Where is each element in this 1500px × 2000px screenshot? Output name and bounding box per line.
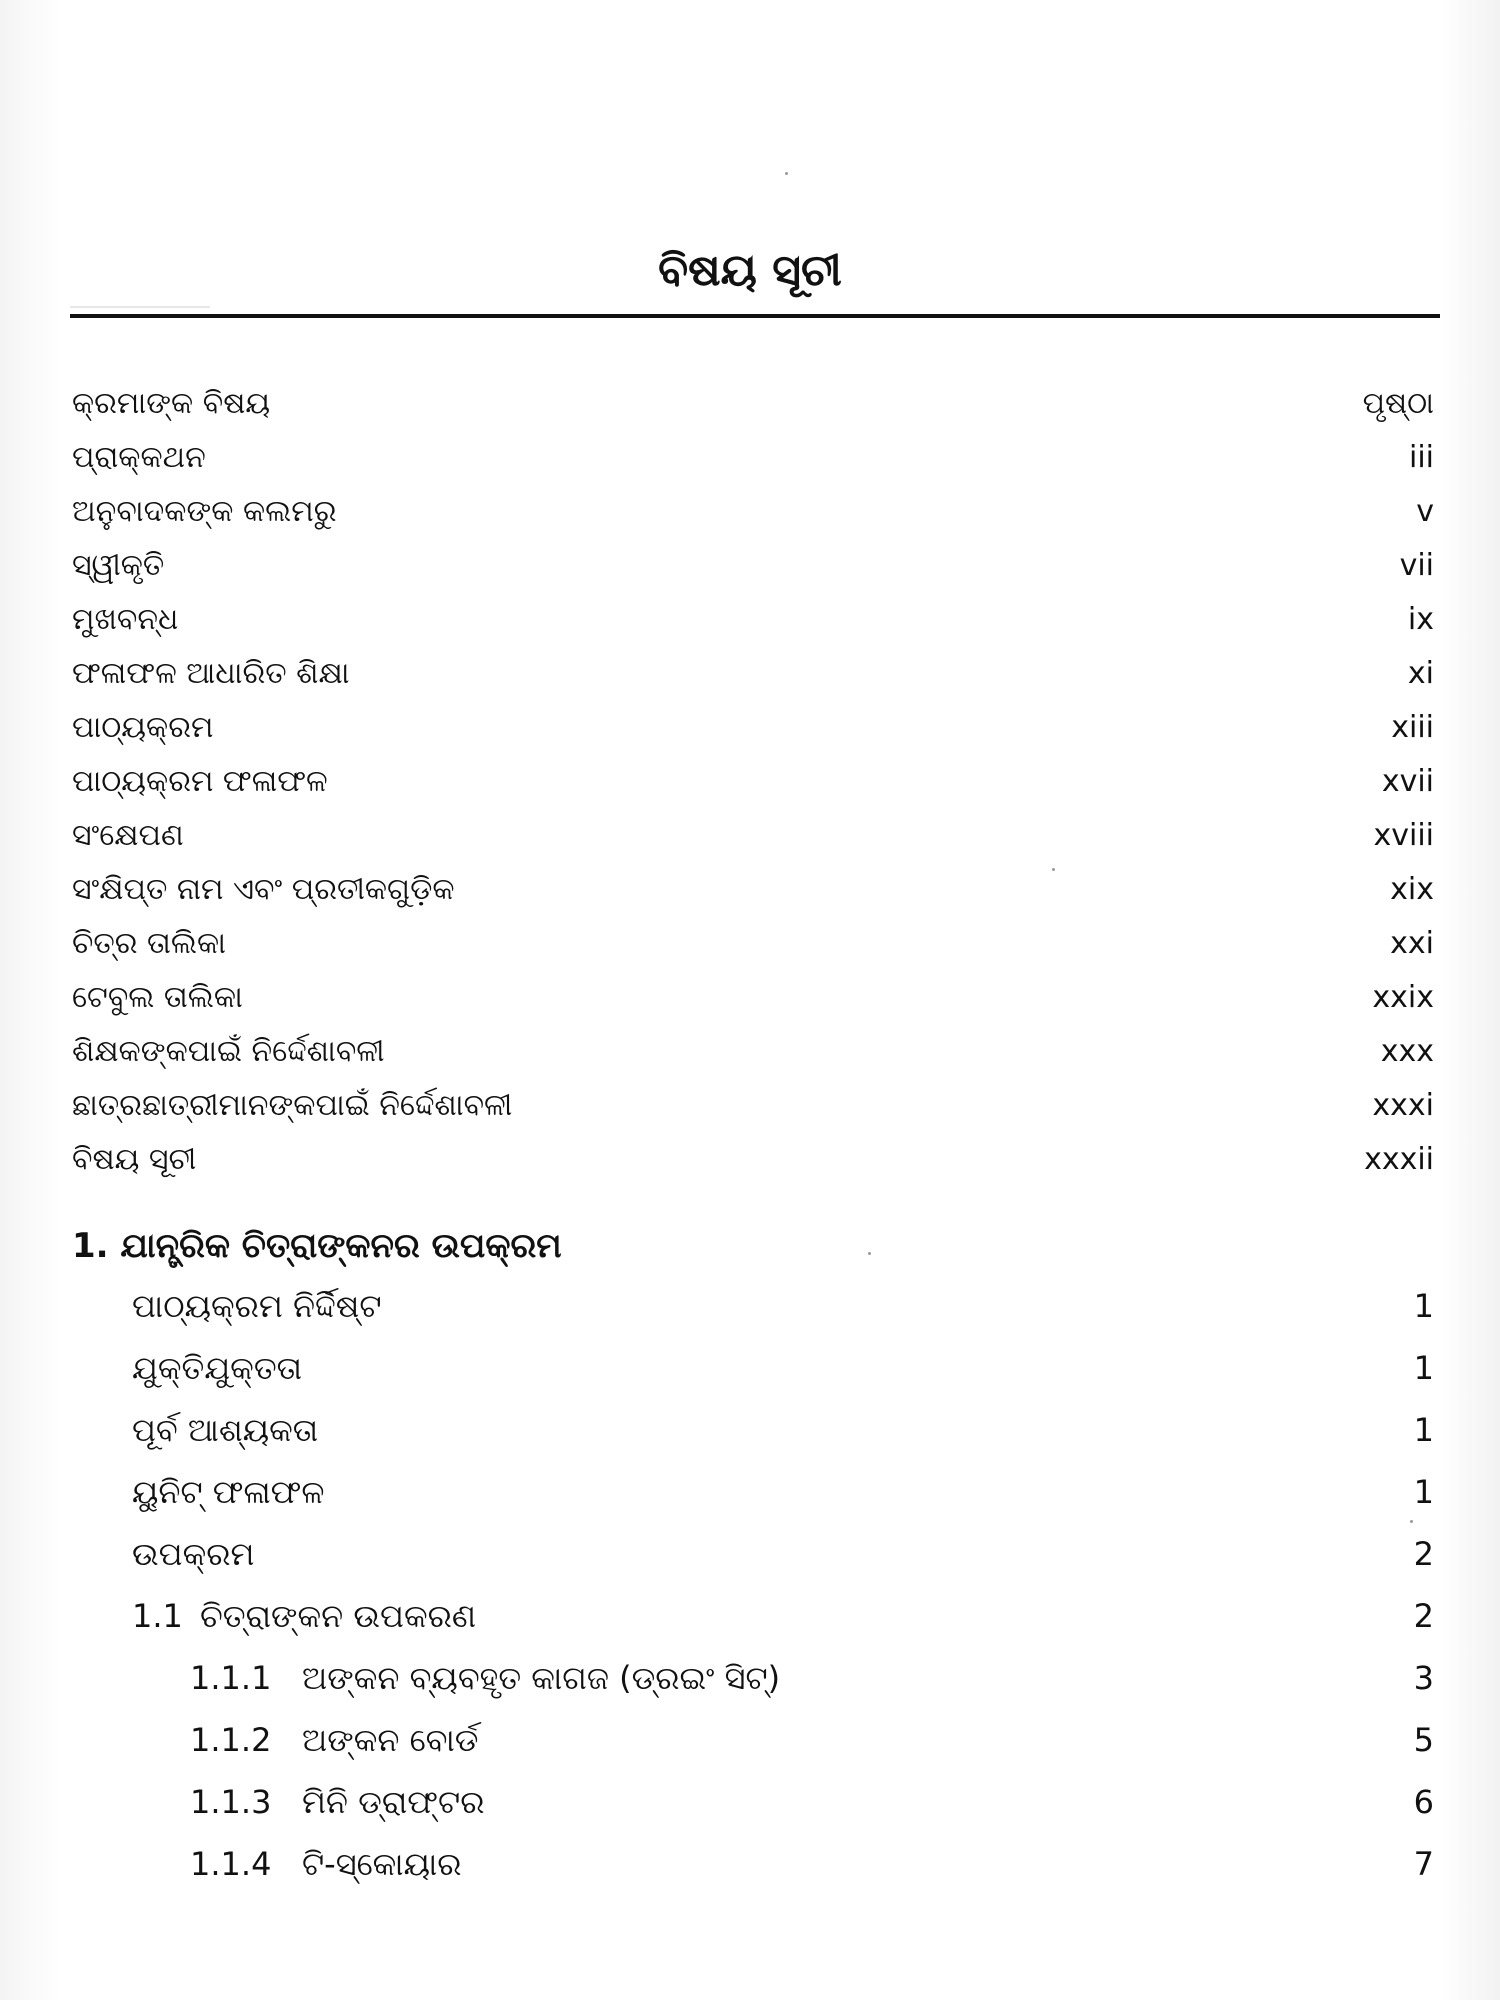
toc-entry-page: ix	[1407, 602, 1434, 637]
chapter-number: 1.	[72, 1226, 109, 1266]
toc-header-right: ପୃଷ୍ଠା	[1362, 386, 1434, 421]
toc-entry-label: ଯୁକ୍ତିଯୁକ୍ତତା	[132, 1349, 303, 1387]
toc-entry-label: ଶିକ୍ଷକଙ୍କପାଇଁ ନିର୍ଦ୍ଦେଶାବଳୀ	[72, 1034, 385, 1069]
toc-entry-page: 7	[1413, 1845, 1434, 1883]
toc-entry-label: ପାଠ୍ୟକ୍ରମ ଫଳାଫଳ	[72, 764, 328, 799]
toc-subsection[interactable]	[0, 1714, 1500, 1766]
toc-section[interactable]	[0, 1590, 1500, 1642]
toc-header-left: କ୍ରମାଙ୍କ ବିଷୟ	[72, 386, 271, 421]
toc-entry[interactable]	[0, 486, 1500, 538]
toc-entry-label: ପାଠ୍ୟକ୍ରମ	[72, 710, 214, 745]
toc-entry-page: xvii	[1381, 764, 1434, 799]
toc-entry-page: xxxii	[1364, 1142, 1434, 1177]
scan-speck	[785, 172, 788, 175]
toc-entry[interactable]	[0, 1134, 1500, 1186]
page-title: ବିଷୟ ସୂଚୀ	[658, 245, 842, 296]
toc-entry-page: 2	[1413, 1535, 1434, 1573]
chapter-title	[72, 1220, 562, 1272]
toc-entry-page: xviii	[1373, 818, 1434, 853]
toc-entry[interactable]	[0, 594, 1500, 646]
toc-entry[interactable]	[0, 648, 1500, 700]
toc-entry[interactable]	[0, 864, 1500, 916]
toc-subsection[interactable]	[0, 1652, 1500, 1704]
toc-entry-page: xxix	[1372, 980, 1434, 1015]
scan-speck	[1052, 868, 1055, 871]
toc-entry-label: ଉପକ୍ରମ	[132, 1535, 255, 1573]
subsection-title: ଅଙ୍କନ ବ୍ୟବହୃତ କାଗଜ (ଡ୍ରଇଂ ସିଟ୍)	[302, 1659, 781, 1697]
toc-entry[interactable]	[0, 1528, 1500, 1580]
toc-subsection-label	[190, 1714, 478, 1766]
toc-header-row	[0, 378, 1500, 430]
toc-subsection[interactable]	[0, 1838, 1500, 1890]
toc-entry-page: v	[1416, 494, 1434, 529]
toc-entry-label: ସଂକ୍ଷେପଣ	[72, 818, 184, 853]
toc-entry-label: ବିଷୟ ସୂଚୀ	[72, 1142, 197, 1177]
toc-entry-page: 2	[1413, 1597, 1434, 1635]
toc-entry-page: 1	[1413, 1349, 1434, 1387]
toc-entry-page: xix	[1390, 872, 1434, 907]
toc-entry-page: 5	[1413, 1721, 1434, 1759]
toc-entry-page: xxi	[1390, 926, 1434, 961]
title-divider	[70, 314, 1440, 318]
toc-subsection-label	[190, 1776, 484, 1828]
faint-divider	[70, 306, 210, 308]
toc-entry[interactable]	[0, 702, 1500, 754]
toc-entry[interactable]	[0, 1404, 1500, 1456]
toc-entry-page: 1	[1413, 1411, 1434, 1449]
toc-entry-page: xiii	[1391, 710, 1434, 745]
toc-entry-page: 6	[1413, 1783, 1434, 1821]
toc-entry-page: xxx	[1380, 1034, 1434, 1069]
toc-section-label	[132, 1590, 476, 1642]
toc-subsection-label	[190, 1838, 462, 1890]
toc-entry-label: ଛାତ୍ରଛାତ୍ରୀମାନଙ୍କପାଇଁ ନିର୍ଦ୍ଦେଶାବଳୀ	[72, 1088, 513, 1123]
chapter-heading[interactable]	[0, 1220, 1500, 1272]
toc-subsection[interactable]	[0, 1776, 1500, 1828]
chapter-name: ଯାନ୍ତ୍ରିକ ଚିତ୍ରାଙ୍କନର ଉପକ୍ରମ	[120, 1226, 562, 1266]
toc-entry-label: ସ୍ୱୀକୃତି	[72, 548, 165, 583]
subsection-title: ମିନି ଡ୍ରାଫ୍ଟର	[302, 1783, 485, 1821]
scan-speck	[868, 1252, 871, 1255]
toc-entry-label: ଅନୁବାଦକଙ୍କ କଲମରୁ	[72, 494, 337, 529]
toc-entry-page: vii	[1399, 548, 1434, 583]
subsection-title: ଟି-ସ୍କୋୟାର	[302, 1845, 462, 1883]
toc-entry-page: iii	[1408, 440, 1434, 475]
scan-speck	[1410, 1520, 1413, 1523]
subsection-number: 1.1.4	[190, 1845, 272, 1883]
toc-entry[interactable]	[0, 918, 1500, 970]
toc-entry-label: ପୂର୍ବ ଆଶ୍ୟକତା	[132, 1411, 319, 1449]
toc-entry-label: ଚିତ୍ର ତାଲିକା	[72, 926, 226, 961]
toc-entry-page: 3	[1413, 1659, 1434, 1697]
toc-entry[interactable]	[0, 1280, 1500, 1332]
toc-entry-label: ମୁଖବନ୍ଧ	[72, 602, 179, 637]
section-number: 1.1	[132, 1597, 183, 1635]
toc-entry[interactable]	[0, 1342, 1500, 1394]
toc-entry[interactable]	[0, 1466, 1500, 1518]
toc-entry-label: ଫଳାଫଳ ଆଧାରିତ ଶିକ୍ଷା	[72, 656, 350, 691]
subsection-title: ଅଙ୍କନ ବୋର୍ଡ	[302, 1721, 479, 1759]
toc-entry-label: ଟେବୁଲ ତାଲିକା	[72, 980, 243, 1015]
toc-entry[interactable]	[0, 432, 1500, 484]
toc-entry[interactable]	[0, 540, 1500, 592]
toc-entry-label: ପ୍ରାକ୍କଥନ	[72, 440, 206, 475]
subsection-number: 1.1.1	[190, 1659, 272, 1697]
toc-entry[interactable]	[0, 1080, 1500, 1132]
toc-entry-page: 1	[1413, 1287, 1434, 1325]
toc-entry-page: xi	[1407, 656, 1434, 691]
toc-entry-label: ପାଠ୍ୟକ୍ରମ ନିର୍ଦ୍ଦିଷ୍ଟ	[132, 1287, 382, 1325]
toc-entry-label: ସଂକ୍ଷିପ୍ତ ନାମ ଏବଂ ପ୍ରତୀକଗୁଡ଼ିକ	[72, 872, 455, 907]
section-title: ଚିତ୍ରାଙ୍କନ ଉପକରଣ	[200, 1597, 477, 1635]
toc-entry[interactable]	[0, 756, 1500, 808]
toc-entry-page: 1	[1413, 1473, 1434, 1511]
toc-subsection-label	[190, 1652, 780, 1704]
subsection-number: 1.1.2	[190, 1721, 272, 1759]
toc-entry-label: ୟୁନିଟ୍ ଫଳାଫଳ	[132, 1473, 325, 1511]
toc-entry-page: xxxi	[1372, 1088, 1434, 1123]
toc-entry[interactable]	[0, 1026, 1500, 1078]
toc-entry[interactable]	[0, 972, 1500, 1024]
toc-entry[interactable]	[0, 810, 1500, 862]
subsection-number: 1.1.3	[190, 1783, 272, 1821]
